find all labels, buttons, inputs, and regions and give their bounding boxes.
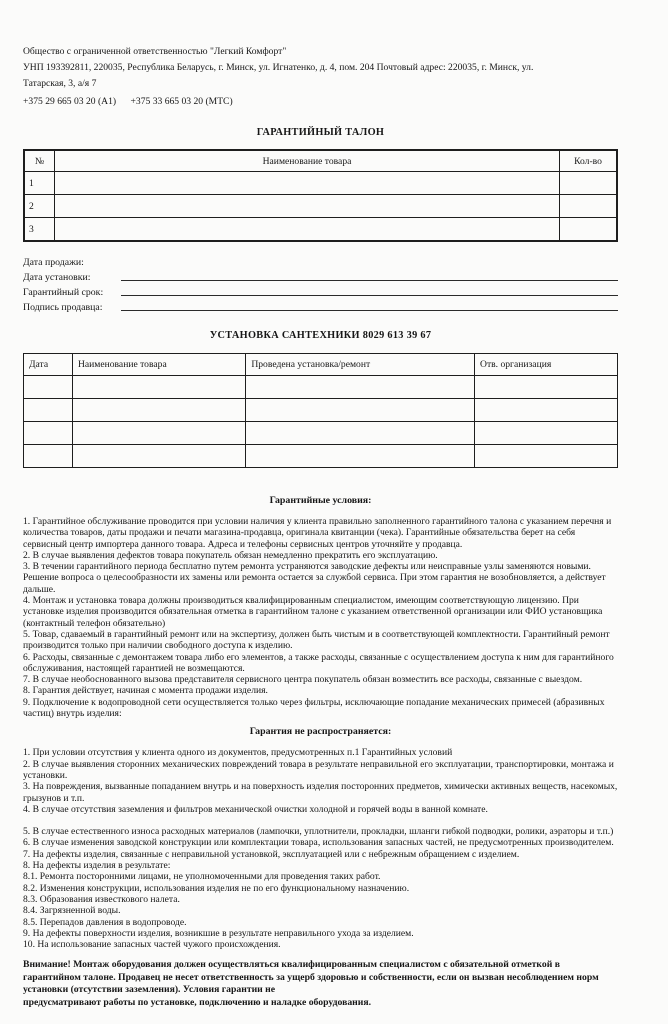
empty-cell bbox=[72, 376, 245, 399]
qty-cell bbox=[560, 195, 618, 218]
exclusion-item: 6. В случае изменения заводской конструкции или комплектации товара, использования запасных частей, не предусмотренных производителем. bbox=[23, 837, 614, 849]
installation-table-row bbox=[24, 376, 618, 399]
install-col-org: Отв. организация bbox=[475, 354, 618, 376]
warranty-card-title: ГАРАНТИЙНЫЙ ТАЛОН bbox=[256, 127, 385, 138]
field-sale-date bbox=[23, 253, 618, 268]
exclusion-item: 3. На повреждения, вызванные попаданием внутрь и на поверхность изделия посторонних предметов, химически активных веществ, насекомых, грызунов и т.п. bbox=[23, 781, 618, 804]
field-label: Подпись продавца: bbox=[23, 302, 103, 313]
installation-table-row bbox=[24, 422, 618, 445]
empty-cell bbox=[475, 376, 618, 399]
exclusion-subitem: 8.2. Изменения конструкции, использования изделия не по его функциональному назначению. bbox=[23, 882, 410, 894]
exclusion-item: 5. В случае естественного износа расходных материалов (лампочки, уплотнители, прокладки, шланги гибкой подводки, ролики, аэраторы и т.п.) bbox=[23, 826, 614, 838]
goods-table bbox=[23, 149, 618, 242]
condition-item: 3. В течении гарантийного периода бесплатно путем ремонта устраняются заводские дефекты или неисправные узлы заменяются новыми. Решение вопроса о целесообразности их замены или ремонта остается за службой сервиса. При этом гарантия не возобновляется, а действует дальше. bbox=[23, 561, 606, 595]
empty-cell bbox=[24, 376, 73, 399]
fill-in-line bbox=[121, 295, 618, 296]
empty-cell bbox=[246, 422, 475, 445]
installation-table-header-row bbox=[24, 354, 618, 376]
empty-cell bbox=[72, 399, 245, 422]
company-address-line-1: УНП 193392811, 220035, Республика Беларусь, г. Минск, ул. Игнатенко, д. 4, пом. 204 Почтовый адрес: 220035, г. Минск, ул. bbox=[23, 62, 534, 73]
sale-fields bbox=[23, 253, 618, 313]
empty-cell bbox=[72, 445, 245, 468]
exclusion-item: 1. При условии отсутствия у клиента одного из документов, предусмотренных п.1 Гарантийных условий bbox=[23, 747, 453, 759]
exclusions-list bbox=[23, 747, 618, 950]
exclusion-subitem: 8.3. Образования известкового налета. bbox=[23, 893, 180, 905]
exclusion-item: 2. В случае выявления сторонних механических повреждений товара в результате неправильной его эксплуатации, транспортировки, монтажа и установки. bbox=[23, 758, 614, 781]
empty-cell bbox=[246, 376, 475, 399]
field-label: Дата установки: bbox=[23, 272, 91, 283]
empty-cell bbox=[246, 445, 475, 468]
installation-title: УСТАНОВКА САНТЕХНИКИ 8029 613 39 67 bbox=[209, 330, 432, 341]
field-label: Дата продажи: bbox=[23, 257, 84, 268]
condition-item: 9. Подключение к водопроводной сети осуществляется только через фильтры, исключающие попадание механических примесей (абразивных частиц) внутрь изделия: bbox=[23, 696, 605, 720]
install-col-date: Дата bbox=[24, 354, 73, 376]
empty-cell bbox=[24, 399, 73, 422]
product-name-cell bbox=[55, 172, 560, 195]
phone-mts: +375 33 665 03 20 (МТС) bbox=[130, 96, 233, 107]
field-warranty-period bbox=[23, 283, 618, 298]
goods-table-header-row bbox=[24, 150, 617, 172]
exclusions-title: Гарантия не распространяется: bbox=[249, 726, 392, 738]
row-number-cell: 2 bbox=[24, 195, 55, 218]
phone-a1: +375 29 665 03 20 (А1) bbox=[23, 96, 117, 107]
condition-item: 8. Гарантия действует, начиная с момента продажи изделия. bbox=[23, 685, 268, 697]
empty-cell bbox=[72, 422, 245, 445]
exclusion-subitem: 8.5. Перепадов давления в водопроводе. bbox=[23, 916, 187, 928]
company-name: Общество с ограниченной ответственностью "Легкий Комфорт" bbox=[23, 46, 287, 57]
exclusion-subitem: 8.1. Ремонта посторонними лицами, не уполномоченными для проведения таких работ. bbox=[23, 871, 381, 883]
company-address-line-2: Татарская, 3, а/я 7 bbox=[23, 78, 97, 89]
exclusion-item: 4. В случае отсутствия заземления и фильтров механической очистки холодной и горячей воды в ванной комнате. bbox=[23, 803, 488, 815]
empty-cell bbox=[475, 399, 618, 422]
empty-cell bbox=[24, 445, 73, 468]
goods-table-row bbox=[24, 218, 617, 242]
product-name-cell bbox=[55, 218, 560, 242]
goods-table-row bbox=[24, 172, 617, 195]
exclusion-item: 7. На дефекты изделия, связанные с неправильной установкой, эксплуатацией или с небрежным обращением с изделием. bbox=[23, 848, 520, 860]
fill-in-line bbox=[121, 280, 618, 281]
install-col-work: Проведена установка/ремонт bbox=[246, 354, 475, 376]
fill-in-line bbox=[121, 310, 618, 311]
row-number-cell: 1 bbox=[24, 172, 55, 195]
company-phones bbox=[23, 94, 618, 110]
goods-col-name: Наименование товара bbox=[55, 150, 560, 172]
conditions-title: Гарантийные условия: bbox=[269, 495, 372, 506]
qty-cell bbox=[560, 218, 618, 242]
condition-item: 1. Гарантийное обслуживание проводится при условии наличия у клиента правильно заполненного гарантийного талона с указанием перечня и количества товаров, даты продажи и печати магазина-продавца, оригинала квитанции (чека). Гарантийные обязательства берет на себя сервисный центр импортера данного товара. Адреса и телефоны сервисных центров уточняйте у продавца. bbox=[23, 516, 612, 550]
installation-table bbox=[23, 353, 618, 468]
condition-item: 6. Расходы, связанные с демонтажем товара либо его элементов, а также расходы, связанные с осуществлением доступа к ним для гарантийного обслуживания, настоящей гарантией не возмещаются. bbox=[23, 651, 614, 674]
exclusion-item: 8. На дефекты изделия в результате: bbox=[23, 860, 171, 872]
install-col-name: Наименование товара bbox=[72, 354, 245, 376]
goods-table-row bbox=[24, 195, 617, 218]
attention-note-last-line: предусматривают работы по установке, подключению и наладке оборудования. bbox=[23, 996, 372, 1008]
row-number-cell: 3 bbox=[24, 218, 55, 242]
empty-cell bbox=[246, 399, 475, 422]
empty-cell bbox=[475, 422, 618, 445]
product-name-cell bbox=[55, 195, 560, 218]
field-install-date bbox=[23, 268, 618, 283]
condition-item: 5. Товар, сдаваемый в гарантийный ремонт или на экспертизу, должен быть чистым и в соответствующей комплектности. Гарантийный ремонт производится только при наличии свободного доступа к изделию. bbox=[23, 628, 610, 652]
condition-item: 4. Монтаж и установка товара должны производиться квалифицированным специалистом, имеющим соответствующую лицензию. При установке изделия производится обязательная отметка в гарантийном талоне с указанием ответственной организации или ФИО установщика (контактный телефон обязательно) bbox=[23, 595, 603, 629]
installation-table-row bbox=[24, 445, 618, 468]
empty-cell bbox=[475, 445, 618, 468]
condition-item: 2. В случае выявления дефектов товара покупатель обязан немедленно прекратить его эксплуатацию. bbox=[23, 549, 438, 561]
company-header bbox=[23, 44, 618, 110]
empty-cell bbox=[24, 422, 73, 445]
goods-col-number: № bbox=[24, 150, 55, 172]
qty-cell bbox=[560, 172, 618, 195]
field-seller-signature bbox=[23, 298, 618, 313]
attention-note bbox=[23, 959, 618, 1009]
installation-table-row bbox=[24, 399, 618, 422]
goods-col-qty: Кол-во bbox=[560, 150, 618, 172]
conditions-list bbox=[23, 516, 618, 719]
exclusion-item: 9. На дефекты поверхности изделия, возникшие в результате неправильного ухода за изделием. bbox=[23, 927, 414, 939]
condition-item: 7. В случае необоснованного вызова представителя сервисного центра покупатель обязан возместить все расходы, связанные с выездом. bbox=[23, 674, 583, 686]
field-label: Гарантийный срок: bbox=[23, 287, 104, 298]
exclusion-subitem: 8.4. Загрязненной воды. bbox=[23, 905, 121, 917]
attention-note-text: Внимание! Монтаж оборудования должен осуществляться квалифицированным специалистом с обязательной отметкой в гарантийном талоне. Продавец не несет ответственность за ущерб здоровью и собственности, если он вызван несоблюдением норм установки (отсутствии заземления). Условия гарантии не bbox=[23, 959, 599, 996]
exclusion-item: 10. На использование запасных частей чужого происхождения. bbox=[23, 939, 281, 951]
